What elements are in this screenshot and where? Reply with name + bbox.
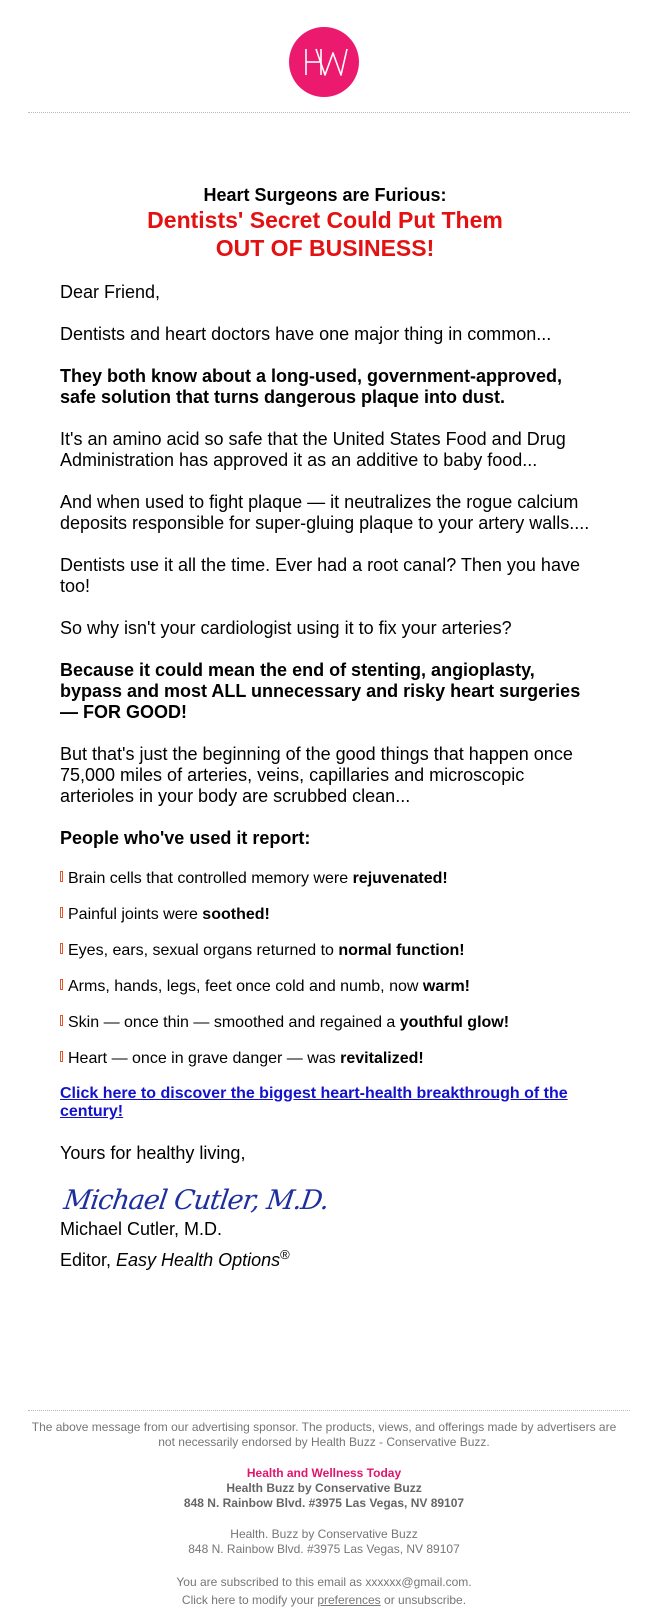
benefit-text: Arms, hands, legs, feet once cold and numb, now (68, 978, 423, 995)
author-name: Michael Cutler, M.D. (60, 1219, 223, 1239)
benefit-highlight: youthful glow! (399, 1014, 510, 1031)
bullet-icon (60, 943, 63, 954)
benefit-highlight: warm! (422, 978, 470, 995)
list-item (60, 869, 600, 889)
list-item (60, 1049, 600, 1069)
footer-disclaimer: The above message from our advertising sponsor. The products, views, and offerings made by advertisers are not necessarily endorsed by Health Buzz - Conservative Buzz. (31, 1420, 617, 1449)
benefit-text: Painful joints were (68, 906, 203, 923)
signature-block (60, 1185, 600, 1273)
author-title-prefix: Editor, (60, 1250, 117, 1270)
headline (60, 184, 590, 262)
benefit-highlight: rejuvenated! (352, 870, 448, 887)
footer-subscribed: You are subscribed to this email as xxxxxx@gmail.com. (176, 1575, 472, 1589)
benefit-text: Brain cells that controlled memory were (68, 870, 353, 887)
paragraph: It's an amino acid so safe that the United States Food and Drug Administration has approved it as an additive to baby food... (60, 429, 566, 470)
header-divider (28, 112, 630, 113)
spacer (30, 1450, 618, 1466)
modify-suffix: or unsubscribe. (380, 1593, 467, 1607)
headline-kicker: Heart Surgeons are Furious: (203, 185, 447, 205)
benefit-highlight: soothed! (202, 906, 270, 923)
paragraph: So why isn't your cardiologist using it to fix your arteries? (60, 618, 512, 638)
author-title (60, 1242, 600, 1273)
bullet-icon (60, 1051, 63, 1062)
paragraph: But that's just the beginning of the good things that happen once 75,000 miles of arteries, veins, capillaries and microscopic arterioles in your body are scrubbed clean... (60, 744, 573, 806)
spacer (30, 1511, 618, 1527)
letter-body (60, 282, 600, 1273)
benefit-highlight: normal function! (338, 942, 465, 959)
bullet-icon (60, 871, 63, 882)
footer-address-bold: 848 N. Rainbow Blvd. #3975 Las Vegas, NV 89107 (183, 1496, 465, 1510)
bullet-icon (60, 979, 63, 990)
paragraph: Dentists use it all the time. Ever had a root canal? Then you have too! (60, 555, 580, 596)
report-heading: People who've used it report: (60, 828, 311, 848)
paragraph: Dentists and heart doctors have one major thing in common... (60, 324, 552, 344)
bullet-icon (60, 1015, 63, 1026)
preferences-link[interactable]: preferences (317, 1593, 381, 1607)
footer-address: 848 N. Rainbow Blvd. #3975 Las Vegas, NV 89107 (188, 1542, 460, 1556)
paragraph-bold: They both know about a long-used, government-approved, safe solution that turns dangerous plaque into dust. (60, 366, 563, 407)
headline-main-line2: OUT OF BUSINESS! (215, 235, 435, 261)
registered-mark: ® (280, 1247, 290, 1262)
benefit-text: Eyes, ears, sexual organs returned to (68, 942, 339, 959)
footer (30, 1420, 618, 1609)
list-item (60, 977, 600, 997)
handwritten-signature: Michael Cutler, M.D. (61, 1185, 331, 1216)
benefit-highlight: revitalized! (340, 1050, 424, 1067)
brand-logo[interactable] (289, 27, 359, 97)
footer-company: Health. Buzz by Conservative Buzz (230, 1527, 418, 1541)
footer-brand: Health and Wellness Today (246, 1466, 402, 1480)
benefits-list (60, 869, 600, 1069)
list-item (60, 1013, 600, 1033)
footer-company-bold: Health Buzz by Conservative Buzz (226, 1481, 422, 1495)
list-item (60, 941, 600, 961)
greeting: Dear Friend, (60, 282, 161, 302)
list-item (60, 905, 600, 925)
spacer (30, 1557, 618, 1573)
bullet-icon (60, 907, 63, 918)
publication-name: Easy Health Options (116, 1250, 281, 1270)
sign-off: Yours for healthy living, (60, 1143, 246, 1163)
headline-main-line1: Dentists' Secret Could Put Them (147, 207, 503, 233)
logo-container (0, 27, 648, 97)
paragraph-bold: Because it could mean the end of stenting, angioplasty, bypass and most ALL unnecessary and risky heart surgeries — FOR GOOD! (60, 660, 581, 722)
benefit-text: Heart — once in grave danger — was (68, 1050, 341, 1067)
footer-modify (30, 1591, 618, 1609)
footer-divider (28, 1410, 630, 1411)
modify-prefix: Click here to modify your (181, 1593, 318, 1607)
cta-link[interactable]: Click here to discover the biggest heart-health breakthrough of the century! (60, 1085, 568, 1120)
paragraph: And when used to fight plaque — it neutralizes the rogue calcium deposits responsible for super-gluing plaque to your artery walls.... (60, 492, 590, 533)
benefit-text: Skin — once thin — smoothed and regained a (68, 1014, 400, 1031)
hw-logo-icon (289, 27, 359, 97)
